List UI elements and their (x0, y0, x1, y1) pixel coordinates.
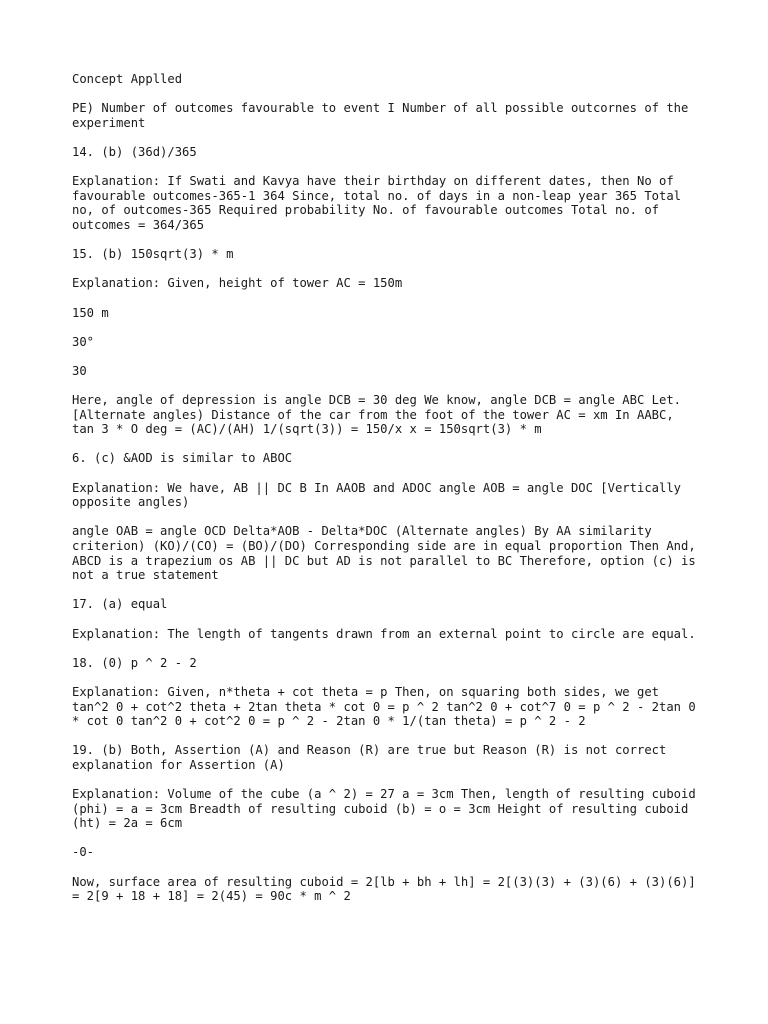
explanation-16: Explanation: We have, AB || DC B In AAOB and ADOC angle AOB = angle DOC [Vertically opposite angles) (72, 480, 682, 510)
document-body (72, 72, 702, 918)
answer-16: 6. (c) &AOD is similar to ABOC (72, 451, 293, 466)
separator-text: -0- (72, 845, 95, 860)
explanation-14: Explanation: If Swati and Kavya have their birthday on different dates, then No of favourable outcomes-365-1 364 Since, total no. of days in a non-leap year 365 Total no, of outcomes-365 Required probability No. of favourable outcomes Total no. of outcomes = 364/365 (72, 174, 682, 232)
explanation-17: Explanation: The length of tangents drawn from an external point to circle are equal. (72, 626, 696, 641)
figure-label-height: 150 m (72, 305, 109, 320)
concept-heading: Concept Applled (72, 72, 183, 86)
explanation-18: Explanation: Given, n*theta + cot theta = p Then, on squaring both sides, we get tan^2 0 + cot^2 theta + 2tan theta * cot 0 = p ^ 2 tan^2 0 + cot^7 0 = p ^ 2 - 2tan 0 * cot 0 tan^2 0 + cot^2 0 = p ^ 2 - 2tan 0 * 1/(tan theta) = p ^ 2 - 2 (72, 684, 696, 729)
solution-16: angle OAB = angle OCD Delta*AOB - Delta*DOC (Alternate angles) By AA similarity criterion) (KO)/(CO) = (BO)/(DO) Corresponding side are in equal proportion Then And, ABCD is a trapezium os AB || DC but AD is not parallel to BC Therefore, option (c) is not a true statement (72, 524, 696, 583)
answer-15: 15. (b) 150sqrt(3) * m (72, 247, 234, 262)
figure-label-30: 30 (72, 363, 87, 378)
answer-17: 17. (a) equal (72, 597, 168, 612)
solution-15: Here, angle of depression is angle DCB = 30 deg We know, angle DCB = angle ABC Let.[Alternate angles) Distance of the car from the foot of the tower AC = xm In AABC, tan 3 * O deg = (AC)/(AH) 1/(sqrt(3)) = 150/x x = 150sqrt(3) * m (72, 393, 682, 437)
explanation-19: Explanation: Volume of the cube (a ^ 2) = 27 a = 3cm Then, length of resulting cuboid (phi) = a = 3cm Breadth of resulting cuboid (b) = o = 3cm Height of resulting cuboid (ht) = 2a = 6cm (72, 787, 696, 831)
probability-formula: PE) Number of outcomes favourable to event I Number of all possible outcornes of the experiment (72, 101, 689, 130)
explanation-15: Explanation: Given, height of tower AC = 150m (72, 276, 403, 291)
answer-18: 18. (0) p ^ 2 - 2 (72, 655, 197, 670)
answer-14: 14. (b) (36d)/365 (72, 144, 197, 159)
answer-19: 19. (b) Both, Assertion (A) and Reason (R) are true but Reason (R) is not correct explanation for Assertion (A) (72, 743, 667, 772)
figure-label-angle: 30° (72, 334, 95, 349)
solution-19: Now, surface area of resulting cuboid = 2[lb + bh + lh] = 2[(3)(3) + (3)(6) + (3)(6)] = 2[9 + 18 + 18] = 2(45) = 90c * m ^ 2 (72, 874, 696, 904)
